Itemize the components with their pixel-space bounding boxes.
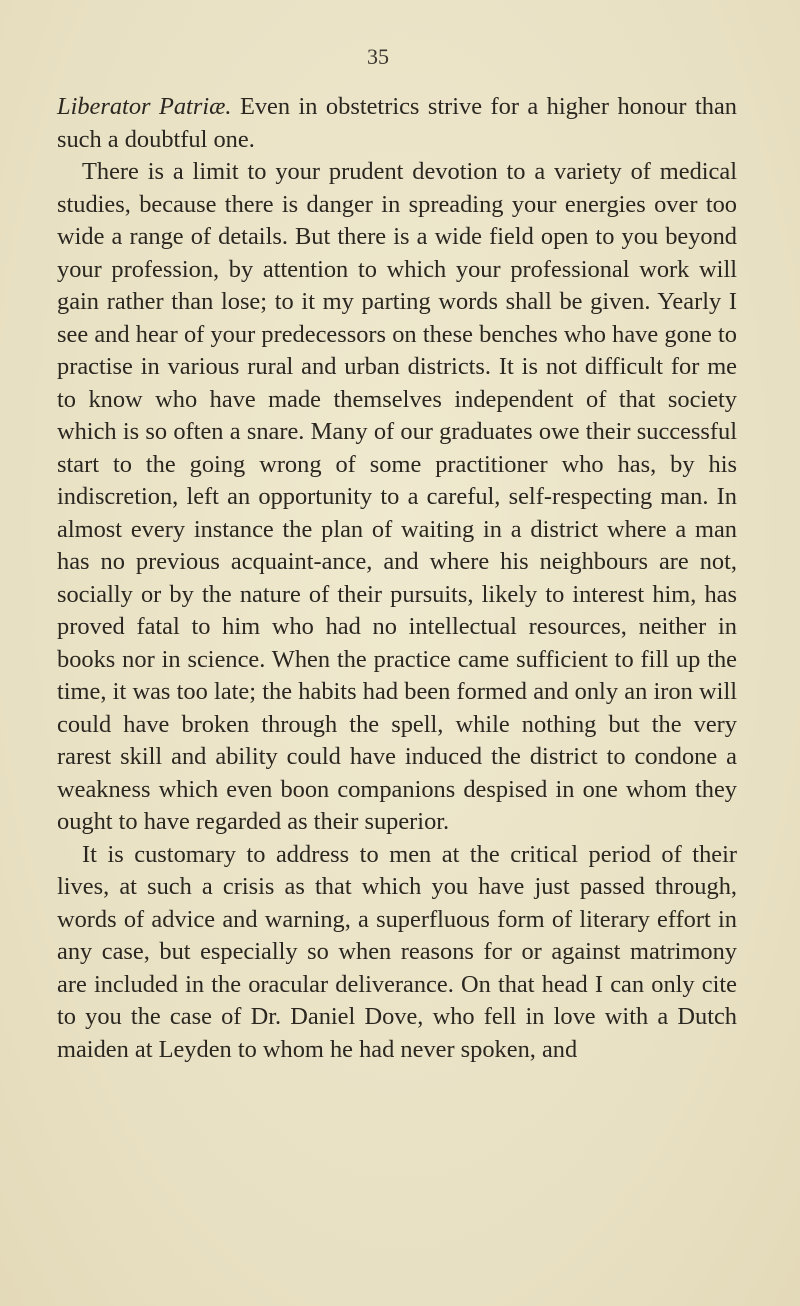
paragraph-text: Even in obstetrics strive for a higher honour than such a doubtful one. [57, 93, 737, 153]
paragraph-3 [57, 839, 737, 1067]
italic-phrase: Liberator Patriæ. [57, 93, 232, 120]
paragraph-text: There is a limit to your prudent devotion to a variety of medical studies, because there is danger in spreading your energies over too wide a range of details. But there is a wide field open to you beyond your profession, by attention to which your professional work will gain rather than lose; to it my parting words shall be given. Yearly I see and hear of your predecessors on these benches who have gone to practise in various rural and urban districts. It is not difficult for me to know who have made themselves independent of that society which is so often a snare. Many of our graduates owe their successful start to the going wrong of some practitioner who has, by his indiscretion, left an opportunity to a careful, self-respecting man. In almost every instance the plan of waiting in a district where a man has no previous acquaint-ance, and where his neighbours are not, socially or by the nature of their pursuits, likely to interest him, has proved fatal to him who had no intellectual resources, neither in books nor in science. When the practice came sufficient to fill up the time, it was too late; the habits had been formed and only an iron will could have broken through the spell, while nothing but the very rarest skill and ability could have induced the district to condone a weakness which even boon companions despised in one whom they ought to have regarded as their superior. [57, 158, 737, 835]
page-number: 35 [367, 44, 389, 69]
body-text [57, 91, 737, 1066]
paragraph-1 [57, 91, 737, 156]
paragraph-text: It is customary to address to men at the critical period of their lives, at such a crisis as that which you have just passed through, words of advice and warning, a superfluous form of literary effort in any case, but especially so when reasons for or against matrimony are included in the oracular deliverance. On that head I can only cite to you the case of Dr. Daniel Dove, who fell in love with a Dutch maiden at Leyden to whom he had never spoken, and [57, 840, 737, 1063]
paragraph-2 [57, 156, 737, 839]
